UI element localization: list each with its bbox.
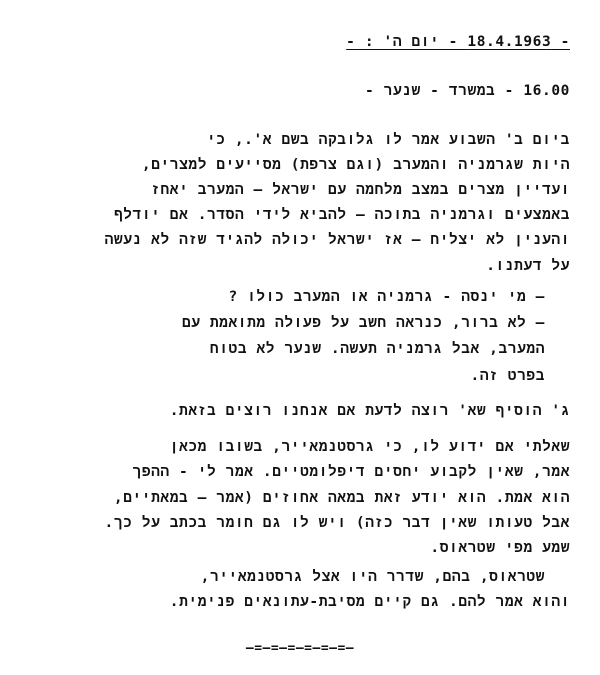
body-line: הוא אמת. הוא יודע זאת במאה אחוזים (אמר – במאתיים, [113,490,570,506]
body-line: באמצעים וגרמניה בתוכה – להביא לידי הסדר. אם יודלף [113,207,570,223]
body-line: ועדיין מצרים במצב מלחמה עם ישראל – המערב יאחז [151,182,570,198]
end-marker: —=—=—=—=—=—=— [245,641,355,656]
date-heading: - 18.4.1963 - יום ה' : - [346,34,570,50]
body-line: שאלתי אם ידוע לו, כי גרסטנמאייר, בשובו מכאן [169,439,570,455]
body-line: והענין לא יצליח – אז ישראל יכולה להגיד שזה לא נעשה [104,232,570,248]
body-line: על דעתנו. [486,258,570,274]
dialogue-line: המערב, אבל גרמניה תעשה. שנער לא בטוח [209,341,545,357]
body-line: ג' הוסיף שא' רוצה לדעת אם אנחנו רוצים בזאת. [169,403,570,419]
dialogue-line: בפרט זה. [470,368,545,384]
body-line: אבל טעותו שאין דבר כזה) ויש לו גם חומר בכתב על כך. [104,515,570,531]
dialogue-line: – מי ינסה - גרמניה או המערב כולו ? [228,289,545,305]
body-line: שטראוס, בהם, שדרר היו אצל גרסטנמאייר, [200,569,545,585]
body-line: והוא אמר להם. גם קיים מסיבת-עתונאים פנימית. [169,594,570,610]
time-location-line: 16.00 - במשרד - שנער - [364,83,570,99]
dialogue-line: – לא ברור, כנראה חשב על פעולה מתואמת עם [181,315,545,331]
body-line: היות שגרמניה והמערב (וגם צרפת) מסייעים למצרים, [141,157,570,173]
body-line: אמר, שאין לקבוע יחסים דיפלומטיים. אמר לי - ההפך [132,464,570,480]
body-line: ביום ב' השבוע אמר לו גלובקה בשם א'., כי [206,132,570,148]
body-line: שמע מפי שטראוס. [430,540,570,556]
